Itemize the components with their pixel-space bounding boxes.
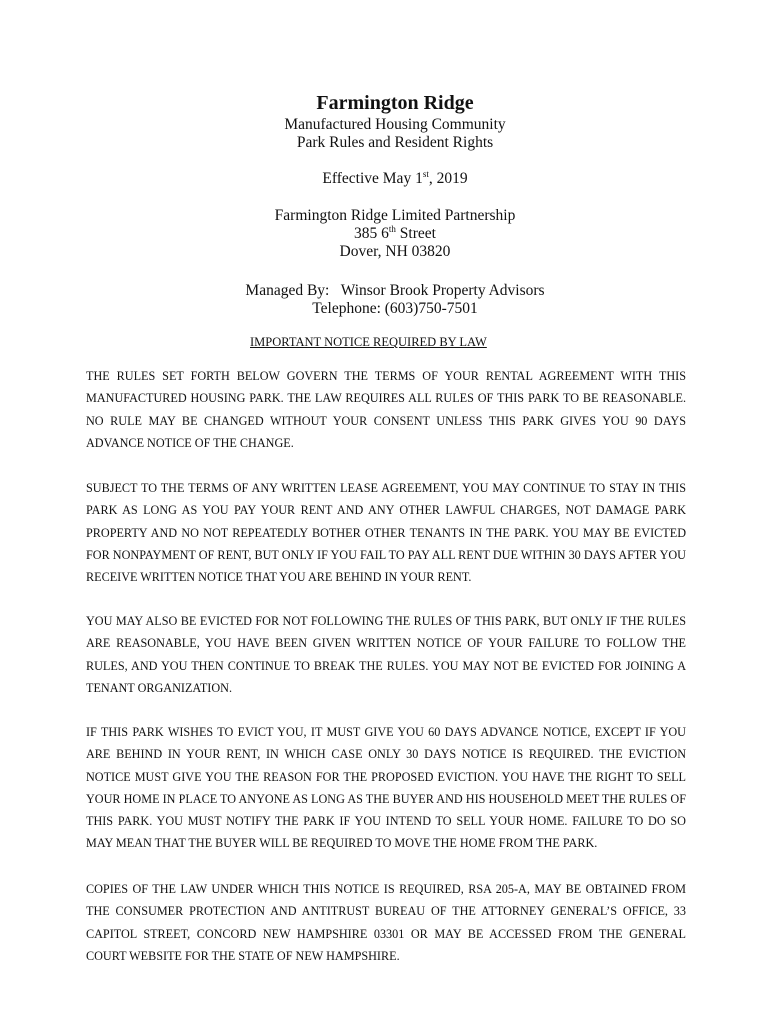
street-address-ordinal: th bbox=[388, 224, 396, 234]
notice-heading: IMPORTANT NOTICE REQUIRED BY LAW bbox=[250, 335, 487, 349]
document-subtitle: Park Rules and Resident Rights bbox=[296, 134, 494, 151]
owner-name: Farmington Ridge Limited Partnership bbox=[274, 207, 516, 224]
notice-paragraph: IF THIS PARK WISHES TO EVICT YOU, IT MUST GIVE YOU 60 DAYS ADVANCE NOTICE, EXCEPT IF YOU ARE BEHIND IN YOUR RENT, IN WHICH CASE ONLY 30 DAYS NOTICE IS REQUIRED. THE EVICTION NOTICE MUST GIVE YOU THE REASON FOR THE PROPOSED EVICTION. YOU HAVE THE RIGHT TO SELL YOUR HOME IN PLACE TO ANYONE AS LONG AS THE BUYER AND HIS HOUSEHOLD MEET THE RULES OF THIS PARK. YOU MUST NOTIFY THE PARK IF YOU INTEND TO SELL YOUR HOME. FAILURE TO DO SO MAY MEAN THAT THE BUYER WILL BE REQUIRED TO MOVE THE HOME FROM THE PARK. bbox=[86, 725, 686, 851]
street-address bbox=[10, 224, 770, 243]
community-type: Manufactured Housing Community bbox=[284, 116, 506, 133]
notice-paragraph: YOU MAY ALSO BE EVICTED FOR NOT FOLLOWING THE RULES OF THIS PARK, BUT ONLY IF THE RULES ARE REASONABLE, YOU HAVE BEEN GIVEN WRITTEN NOTICE OF YOUR FAILURE TO FOLLOW THE RULES, AND YOU THEN CONTINUE TO BREAK THE RULES. YOU MAY NOT BE EVICTED FOR JOINING A TENANT ORGANIZATION. bbox=[86, 614, 686, 695]
city-line: Dover, NH 03820 bbox=[339, 243, 451, 260]
effective-date bbox=[10, 169, 770, 188]
managed-by: Managed By: Winsor Brook Property Advisors bbox=[245, 282, 545, 299]
effective-date-prefix: Effective May 1 bbox=[322, 170, 423, 187]
effective-date-suffix: , 2019 bbox=[428, 170, 468, 187]
notice-paragraph: SUBJECT TO THE TERMS OF ANY WRITTEN LEASE AGREEMENT, YOU MAY CONTINUE TO STAY IN THIS PARK AS LONG AS YOU PAY YOUR RENT AND ANY OTHER LAWFUL CHARGES, NOT DAMAGE PARK PROPERTY AND NO NOT REPEATEDLY BOTHER OTHER TENANTS IN THE PARK. YOU MAY BE EVICTED FOR NONPAYMENT OF RENT, BUT ONLY IF YOU FAIL TO PAY ALL RENT DUE WITHIN 30 DAYS AFTER YOU RECEIVE WRITTEN NOTICE THAT YOU ARE BEHIND IN YOUR RENT. bbox=[86, 481, 686, 585]
telephone: Telephone: (603)750-7501 bbox=[312, 300, 478, 317]
notice-paragraph: COPIES OF THE LAW UNDER WHICH THIS NOTICE IS REQUIRED, RSA 205-A, MAY BE OBTAINED FROM THE CONSUMER PROTECTION AND ANTITRUST BUREAU OF THE ATTORNEY GENERAL’S OFFICE, 33 CAPITOL STREET, CONCORD NEW HAMPSHIRE 03301 OR MAY BE ACCESSED FROM THE GENERAL COURT WEBSITE FOR THE STATE OF NEW HAMPSHIRE. bbox=[86, 882, 686, 963]
street-address-prefix: 385 6 bbox=[354, 225, 389, 242]
effective-date-ordinal: st bbox=[422, 169, 429, 179]
document-title: Farmington Ridge bbox=[316, 92, 474, 114]
street-address-suffix: Street bbox=[395, 225, 436, 242]
notice-paragraph: THE RULES SET FORTH BELOW GOVERN THE TERMS OF YOUR RENTAL AGREEMENT WITH THIS MANUFACTURED HOUSING PARK. THE LAW REQUIRES ALL RULES OF THIS PARK TO BE REASONABLE. NO RULE MAY BE CHANGED WITHOUT YOUR CONSENT UNLESS THIS PARK GIVES YOU 90 DAYS ADVANCE NOTICE OF THE CHANGE. bbox=[86, 369, 686, 450]
